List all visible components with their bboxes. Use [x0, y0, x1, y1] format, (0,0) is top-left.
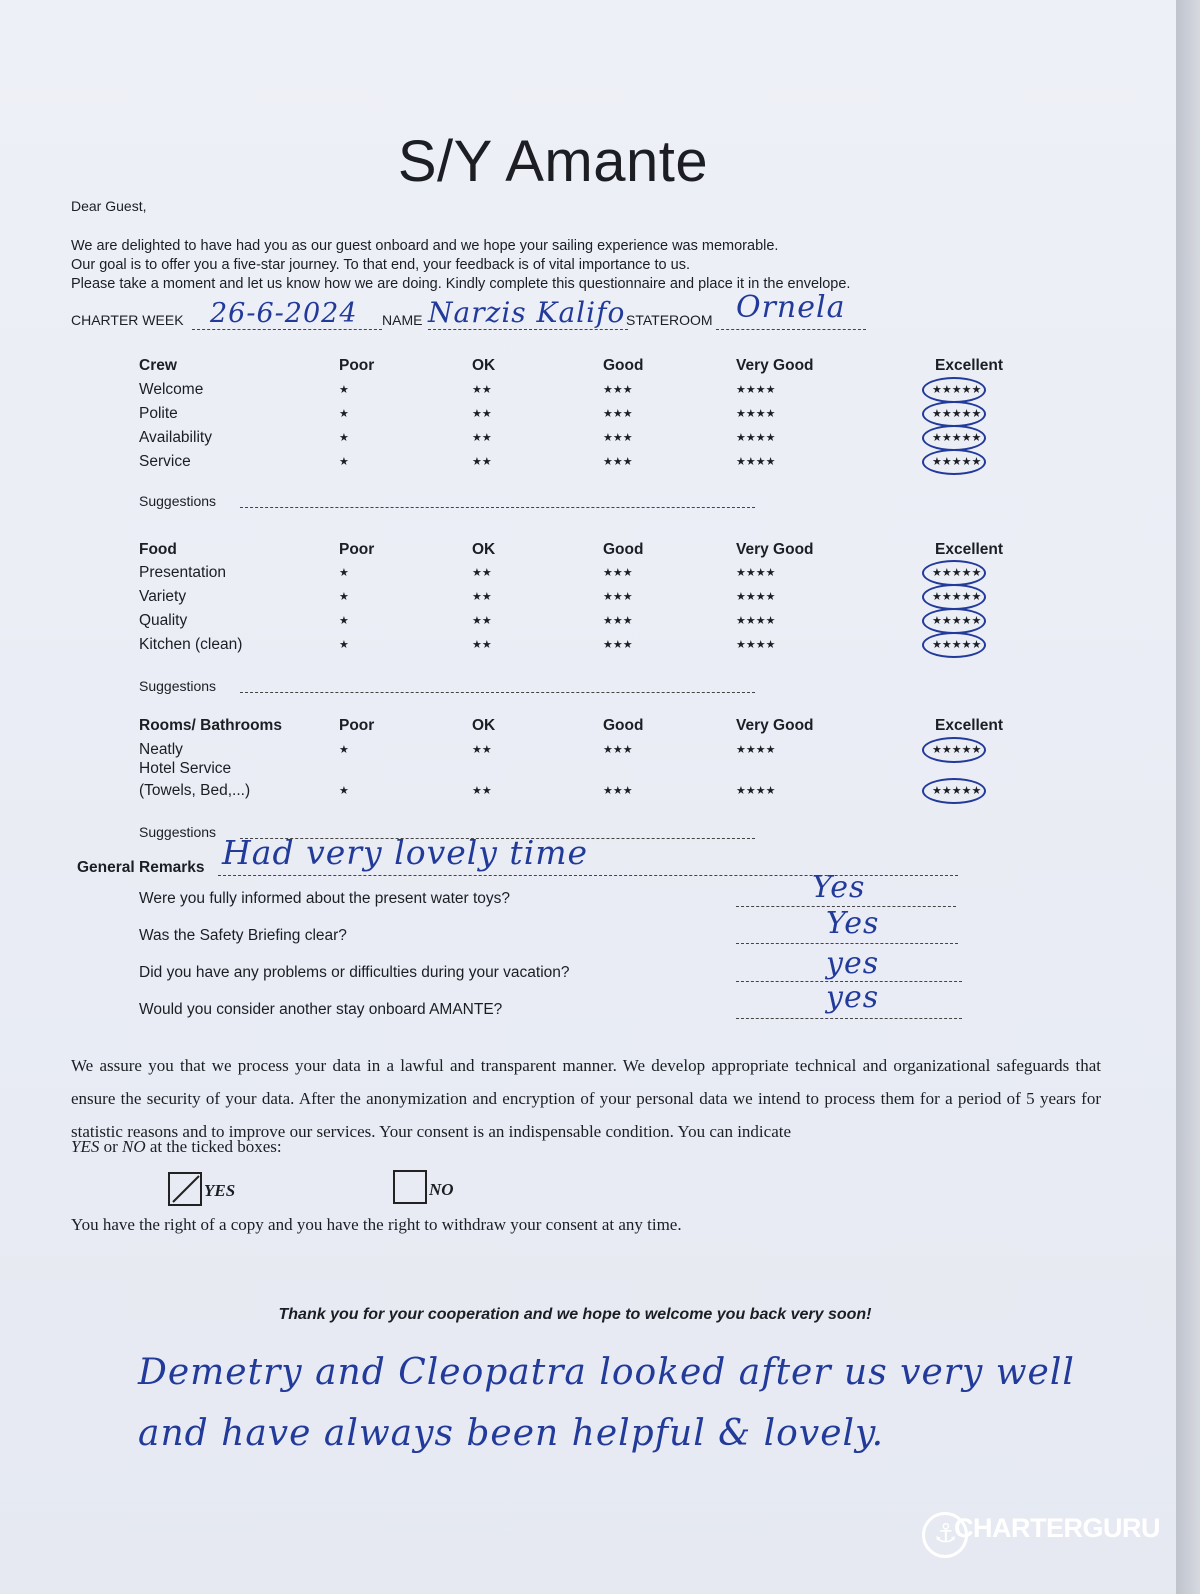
greeting: Dear Guest,: [71, 198, 147, 214]
selected-rating-circle: [922, 737, 986, 763]
consent-or-word: or: [99, 1137, 123, 1156]
intro-line-1: We are delighted to have had you as our guest onboard and we hope your sailing experience was memorable.: [71, 238, 779, 254]
rating-star-3[interactable]: ★★★: [603, 566, 633, 579]
page-edge: [1176, 0, 1200, 1594]
rooms-title: Rooms/ Bathrooms: [139, 717, 282, 734]
rooms-item-towels-bed: (Towels, Bed,...): [139, 782, 251, 799]
answer-safety-briefing[interactable]: Yes: [826, 906, 880, 941]
rating-star-4[interactable]: ★★★★: [736, 431, 776, 444]
privacy-notice: We assure you that we process your data in a lawful and transparent manner. We develop appropriate technical and organizational safeguards that ensure the security of your data. After the anonymization and encryption of your personal data we intend to process them for a period of 5 years for statistic reasons and to improve our services. Your consent is an indispensable condition. You can indicate: [71, 1056, 1101, 1141]
crew-suggestions-line[interactable]: [240, 507, 755, 508]
selected-rating-circle: [922, 778, 986, 804]
rooms-col-very-good: Very Good: [736, 717, 814, 734]
rating-star-2[interactable]: ★★: [472, 407, 492, 420]
food-col-ok: OK: [472, 541, 496, 558]
question-problems: Did you have any problems or difficulties during your vacation?: [139, 964, 570, 981]
charter-week-value[interactable]: 26-6-2024: [210, 298, 358, 329]
charter-week-line: [192, 329, 382, 330]
rating-star-5[interactable]: ★★★★★: [932, 743, 982, 756]
rating-star-5[interactable]: ★★★★★: [932, 407, 982, 420]
selected-rating-circle: [922, 560, 986, 586]
consent-yes-word: YES: [71, 1137, 100, 1156]
rating-star-2[interactable]: ★★: [472, 455, 492, 468]
consent-no-word: NO: [122, 1137, 146, 1156]
rating-star-1[interactable]: ★: [339, 455, 349, 468]
rating-star-5[interactable]: ★★★★★: [932, 566, 982, 579]
food-suggestions-label: Suggestions: [139, 678, 217, 694]
rating-star-4[interactable]: ★★★★: [736, 638, 776, 651]
food-col-excellent: Excellent: [935, 541, 1004, 558]
rating-star-1[interactable]: ★: [339, 784, 349, 797]
rating-star-1[interactable]: ★: [339, 743, 349, 756]
question-safety-briefing: Was the Safety Briefing clear?: [139, 927, 347, 944]
crew-item-service: Service: [139, 453, 191, 470]
crew-item-polite: Polite: [139, 405, 178, 422]
rooms-item-hotel-service: Hotel Service: [139, 760, 232, 777]
crew-col-ok: OK: [472, 357, 496, 374]
rooms-item-neatly: Neatly: [139, 741, 183, 758]
rating-star-3[interactable]: ★★★: [603, 383, 633, 396]
stateroom-line: [716, 329, 866, 330]
food-col-poor: Poor: [339, 541, 375, 558]
rating-star-1[interactable]: ★: [339, 590, 349, 603]
rating-star-2[interactable]: ★★: [472, 743, 492, 756]
crew-item-welcome: Welcome: [139, 381, 204, 398]
consent-yes-checkbox[interactable]: [168, 1172, 202, 1206]
rating-star-5[interactable]: ★★★★★: [932, 455, 982, 468]
thank-you-message: Thank you for your cooperation and we hope to welcome you back very soon!: [278, 1306, 872, 1323]
crew-col-excellent: Excellent: [935, 357, 1004, 374]
rating-star-3[interactable]: ★★★: [603, 638, 633, 651]
selected-rating-circle: [922, 608, 986, 634]
handwritten-note-line-1: Demetry and Cleopatra looked after us very well: [138, 1352, 1075, 1393]
rating-star-2[interactable]: ★★: [472, 638, 492, 651]
rating-star-4[interactable]: ★★★★: [736, 784, 776, 797]
stateroom-label: STATEROOM: [626, 312, 713, 328]
selected-rating-circle: [922, 632, 986, 658]
rating-star-2[interactable]: ★★: [472, 784, 492, 797]
answer-problems[interactable]: yes: [826, 946, 880, 981]
food-col-good: Good: [603, 541, 644, 558]
food-item-kitchen: Kitchen (clean): [139, 636, 243, 653]
rating-star-1[interactable]: ★: [339, 566, 349, 579]
intro-line-2: Our goal is to offer you a five-star journey. To that end, your feedback is of vital importance to us.: [71, 257, 690, 273]
consent-yes-label: YES: [204, 1181, 236, 1200]
rating-star-3[interactable]: ★★★: [603, 743, 633, 756]
rooms-col-ok: OK: [472, 717, 496, 734]
checkmark-icon: [170, 1174, 200, 1204]
selected-rating-circle: [922, 425, 986, 451]
rating-star-2[interactable]: ★★: [472, 383, 492, 396]
rating-star-1[interactable]: ★: [339, 638, 349, 651]
rating-star-5[interactable]: ★★★★★: [932, 784, 982, 797]
rating-star-4[interactable]: ★★★★: [736, 383, 776, 396]
rooms-suggestions-label: Suggestions: [139, 824, 217, 840]
selected-rating-circle: [922, 401, 986, 427]
rating-star-1[interactable]: ★: [339, 407, 349, 420]
name-line: [428, 329, 628, 330]
general-remarks-value[interactable]: Had very lovely time: [222, 833, 589, 872]
rating-star-1[interactable]: ★: [339, 431, 349, 444]
selected-rating-circle: [922, 449, 986, 475]
rooms-col-poor: Poor: [339, 717, 375, 734]
answer-water-toys[interactable]: Yes: [812, 870, 866, 905]
crew-col-very-good: Very Good: [736, 357, 814, 374]
rating-star-2[interactable]: ★★: [472, 566, 492, 579]
general-remarks-label: General Remarks: [77, 859, 205, 876]
food-title: Food: [139, 541, 177, 558]
answer-line-4: [736, 1018, 962, 1019]
rating-star-1[interactable]: ★: [339, 383, 349, 396]
rating-star-5[interactable]: ★★★★★: [932, 590, 982, 603]
rating-star-3[interactable]: ★★★: [603, 614, 633, 627]
answer-another-stay[interactable]: yes: [826, 980, 880, 1015]
name-value[interactable]: Narzis Kalifo: [428, 296, 626, 329]
consent-no-label: NO: [429, 1180, 454, 1199]
name-label: NAME: [382, 312, 423, 328]
question-another-stay: Would you consider another stay onboard AMANTE?: [139, 1001, 503, 1018]
crew-col-poor: Poor: [339, 357, 375, 374]
crew-suggestions-label: Suggestions: [139, 493, 217, 509]
rooms-col-excellent: Excellent: [935, 717, 1004, 734]
question-water-toys: Were you fully informed about the present water toys?: [139, 890, 511, 907]
food-item-presentation: Presentation: [139, 564, 227, 581]
rating-star-4[interactable]: ★★★★: [736, 590, 776, 603]
food-item-quality: Quality: [139, 612, 188, 629]
answer-line-2: [736, 943, 958, 944]
selected-rating-circle: [922, 584, 986, 610]
page-title: S/Y Amante: [397, 129, 709, 194]
rating-star-3[interactable]: ★★★: [603, 590, 633, 603]
rating-star-5[interactable]: ★★★★★: [932, 638, 982, 651]
rights-notice: You have the right of a copy and you have the right to withdraw your consent at any time.: [71, 1215, 682, 1234]
rating-star-4[interactable]: ★★★★: [736, 407, 776, 420]
handwritten-note-line-2: and have always been helpful & lovely.: [138, 1413, 885, 1454]
rating-star-3[interactable]: ★★★: [603, 431, 633, 444]
crew-col-good: Good: [603, 357, 644, 374]
consent-instruction: [71, 1137, 282, 1157]
rooms-col-good: Good: [603, 717, 644, 734]
rating-star-1[interactable]: ★: [339, 614, 349, 627]
crew-item-availability: Availability: [139, 429, 212, 446]
charter-week-label: CHARTER WEEK: [71, 312, 184, 328]
stateroom-value[interactable]: Ornela: [736, 290, 846, 325]
food-suggestions-line[interactable]: [240, 692, 755, 693]
rating-star-4[interactable]: ★★★★: [736, 455, 776, 468]
rating-star-2[interactable]: ★★: [472, 614, 492, 627]
consent-no-checkbox[interactable]: [393, 1170, 427, 1204]
food-col-very-good: Very Good: [736, 541, 814, 558]
rating-star-5[interactable]: ★★★★★: [932, 614, 982, 627]
watermark-logo: CHARTERGURU: [954, 1513, 1160, 1543]
rating-star-3[interactable]: ★★★: [603, 407, 633, 420]
rating-star-4[interactable]: ★★★★: [736, 743, 776, 756]
rating-star-4[interactable]: ★★★★: [736, 566, 776, 579]
selected-rating-circle: [922, 377, 986, 403]
rating-star-3[interactable]: ★★★: [603, 455, 633, 468]
rating-star-2[interactable]: ★★: [472, 431, 492, 444]
rating-star-2[interactable]: ★★: [472, 590, 492, 603]
rating-star-4[interactable]: ★★★★: [736, 614, 776, 627]
rating-star-5[interactable]: ★★★★★: [932, 431, 982, 444]
anchor-logo-icon: ⚓: [922, 1512, 968, 1558]
rating-star-5[interactable]: ★★★★★: [932, 383, 982, 396]
rating-star-3[interactable]: ★★★: [603, 784, 633, 797]
consent-tail: at the ticked boxes:: [145, 1137, 282, 1156]
food-item-variety: Variety: [139, 588, 187, 605]
crew-title: Crew: [139, 357, 177, 374]
intro-line-3: Please take a moment and let us know how we are doing. Kindly complete this questionnaire and place it in the envelope.: [71, 276, 851, 292]
